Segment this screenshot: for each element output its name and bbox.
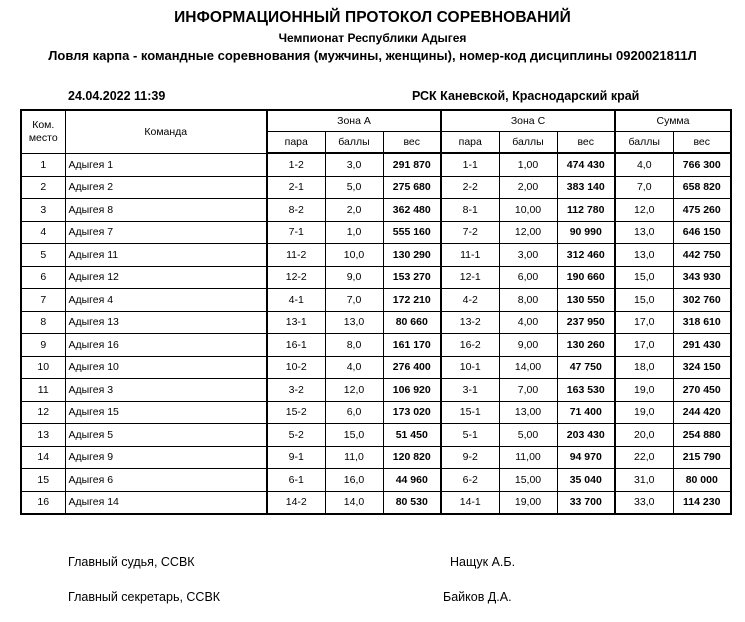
cell-team: Адыгея 2 [65, 176, 267, 199]
cell-c-weight: 35 040 [557, 469, 615, 492]
cell-a-pair: 5-2 [267, 424, 325, 447]
cell-place: 5 [21, 244, 65, 267]
table-row [21, 401, 731, 424]
cell-c-points: 12,00 [499, 221, 557, 244]
cell-c-pair: 13-2 [441, 311, 499, 334]
cell-place: 1 [21, 153, 65, 176]
cell-c-weight: 237 950 [557, 311, 615, 334]
cell-sum-points: 12,0 [615, 199, 673, 222]
cell-sum-points: 31,0 [615, 469, 673, 492]
cell-a-weight: 153 270 [383, 266, 441, 289]
cell-sum-points: 20,0 [615, 424, 673, 447]
cell-sum-weight: 318 610 [673, 311, 731, 334]
cell-c-points: 5,00 [499, 424, 557, 447]
cell-a-points: 11,0 [325, 446, 383, 469]
cell-sum-weight: 442 750 [673, 244, 731, 267]
cell-c-pair: 3-1 [441, 379, 499, 402]
cell-place: 8 [21, 311, 65, 334]
cell-team: Адыгея 1 [65, 153, 267, 176]
cell-team: Адыгея 10 [65, 356, 267, 379]
cell-c-pair: 12-1 [441, 266, 499, 289]
chief-judge-title: Главный судья, ССВК [68, 555, 195, 569]
cell-a-weight: 275 680 [383, 176, 441, 199]
cell-a-pair: 12-2 [267, 266, 325, 289]
cell-a-pair: 11-2 [267, 244, 325, 267]
header-place: Ком. место [21, 110, 65, 153]
header-a-points: баллы [325, 132, 383, 154]
cell-c-pair: 9-2 [441, 446, 499, 469]
cell-c-weight: 94 970 [557, 446, 615, 469]
cell-c-weight: 130 260 [557, 334, 615, 357]
header-c-weight: вес [557, 132, 615, 154]
cell-team: Адыгея 4 [65, 289, 267, 312]
cell-a-points: 4,0 [325, 356, 383, 379]
cell-sum-weight: 658 820 [673, 176, 731, 199]
table-row [21, 244, 731, 267]
cell-a-weight: 173 020 [383, 401, 441, 424]
cell-c-weight: 312 460 [557, 244, 615, 267]
cell-place: 16 [21, 491, 65, 514]
cell-a-weight: 80 660 [383, 311, 441, 334]
cell-a-weight: 51 450 [383, 424, 441, 447]
table-row [21, 446, 731, 469]
cell-c-weight: 130 550 [557, 289, 615, 312]
cell-a-points: 2,0 [325, 199, 383, 222]
cell-a-pair: 4-1 [267, 289, 325, 312]
cell-sum-points: 15,0 [615, 289, 673, 312]
cell-sum-weight: 80 000 [673, 469, 731, 492]
cell-a-pair: 14-2 [267, 491, 325, 514]
cell-sum-points: 17,0 [615, 311, 673, 334]
cell-a-points: 16,0 [325, 469, 383, 492]
chief-judge-name: Нащук А.Б. [450, 555, 516, 569]
cell-c-pair: 10-1 [441, 356, 499, 379]
chief-secretary-name: Байков Д.А. [443, 590, 512, 604]
cell-sum-points: 15,0 [615, 266, 673, 289]
cell-place: 13 [21, 424, 65, 447]
cell-a-weight: 80 530 [383, 491, 441, 514]
table-row [21, 469, 731, 492]
cell-a-points: 1,0 [325, 221, 383, 244]
venue: РСК Каневской, Краснодарский край [412, 89, 640, 103]
cell-c-weight: 90 990 [557, 221, 615, 244]
cell-sum-weight: 343 930 [673, 266, 731, 289]
cell-place: 2 [21, 176, 65, 199]
cell-place: 10 [21, 356, 65, 379]
cell-a-points: 9,0 [325, 266, 383, 289]
cell-a-points: 5,0 [325, 176, 383, 199]
cell-place: 12 [21, 401, 65, 424]
cell-sum-weight: 244 420 [673, 401, 731, 424]
cell-c-pair: 6-2 [441, 469, 499, 492]
cell-place: 9 [21, 334, 65, 357]
table-row [21, 424, 731, 447]
cell-sum-points: 33,0 [615, 491, 673, 514]
table-row [21, 221, 731, 244]
cell-c-weight: 47 750 [557, 356, 615, 379]
header-sum-points: баллы [615, 132, 673, 154]
cell-c-weight: 112 780 [557, 199, 615, 222]
table-row [21, 289, 731, 312]
cell-team: Адыгея 15 [65, 401, 267, 424]
cell-c-pair: 14-1 [441, 491, 499, 514]
cell-c-points: 9,00 [499, 334, 557, 357]
cell-sum-weight: 114 230 [673, 491, 731, 514]
cell-a-points: 13,0 [325, 311, 383, 334]
header-c-points: баллы [499, 132, 557, 154]
cell-team: Адыгея 12 [65, 266, 267, 289]
cell-sum-weight: 324 150 [673, 356, 731, 379]
cell-c-points: 6,00 [499, 266, 557, 289]
table-row [21, 379, 731, 402]
cell-a-points: 10,0 [325, 244, 383, 267]
cell-sum-weight: 302 760 [673, 289, 731, 312]
cell-a-weight: 130 290 [383, 244, 441, 267]
cell-a-points: 6,0 [325, 401, 383, 424]
cell-c-points: 13,00 [499, 401, 557, 424]
cell-sum-weight: 291 430 [673, 334, 731, 357]
cell-place: 15 [21, 469, 65, 492]
cell-team: Адыгея 3 [65, 379, 267, 402]
cell-c-weight: 71 400 [557, 401, 615, 424]
cell-c-weight: 163 530 [557, 379, 615, 402]
table-row [21, 176, 731, 199]
cell-a-pair: 3-2 [267, 379, 325, 402]
cell-a-pair: 6-1 [267, 469, 325, 492]
cell-sum-points: 22,0 [615, 446, 673, 469]
cell-c-points: 14,00 [499, 356, 557, 379]
cell-place: 6 [21, 266, 65, 289]
cell-a-weight: 161 170 [383, 334, 441, 357]
cell-c-points: 10,00 [499, 199, 557, 222]
header-sum-weight: вес [673, 132, 731, 154]
cell-c-pair: 16-2 [441, 334, 499, 357]
cell-a-pair: 16-1 [267, 334, 325, 357]
cell-sum-points: 19,0 [615, 401, 673, 424]
cell-sum-weight: 766 300 [673, 153, 731, 176]
header-c-pair: пара [441, 132, 499, 154]
header-team: Команда [65, 110, 267, 153]
table-row [21, 356, 731, 379]
cell-a-pair: 9-1 [267, 446, 325, 469]
cell-sum-points: 7,0 [615, 176, 673, 199]
results-table [20, 109, 732, 515]
cell-a-pair: 2-1 [267, 176, 325, 199]
cell-a-points: 15,0 [325, 424, 383, 447]
cell-a-pair: 7-1 [267, 221, 325, 244]
cell-a-weight: 120 820 [383, 446, 441, 469]
cell-c-weight: 474 430 [557, 153, 615, 176]
cell-a-pair: 15-2 [267, 401, 325, 424]
cell-sum-weight: 475 260 [673, 199, 731, 222]
cell-a-points: 14,0 [325, 491, 383, 514]
header-sum: Сумма [615, 110, 731, 132]
cell-team: Адыгея 11 [65, 244, 267, 267]
discipline-line: Ловля карпа - командные соревнования (мужчины, женщины), номер-код дисциплины 0920021811Л [48, 48, 697, 63]
cell-place: 14 [21, 446, 65, 469]
cell-a-weight: 172 210 [383, 289, 441, 312]
cell-a-weight: 276 400 [383, 356, 441, 379]
cell-a-weight: 362 480 [383, 199, 441, 222]
cell-sum-weight: 215 790 [673, 446, 731, 469]
cell-a-weight: 44 960 [383, 469, 441, 492]
cell-sum-points: 19,0 [615, 379, 673, 402]
cell-sum-points: 4,0 [615, 153, 673, 176]
cell-c-points: 2,00 [499, 176, 557, 199]
cell-sum-weight: 270 450 [673, 379, 731, 402]
cell-c-points: 11,00 [499, 446, 557, 469]
cell-sum-points: 18,0 [615, 356, 673, 379]
cell-place: 3 [21, 199, 65, 222]
cell-c-points: 7,00 [499, 379, 557, 402]
table-row [21, 334, 731, 357]
table-row [21, 311, 731, 334]
cell-c-weight: 203 430 [557, 424, 615, 447]
cell-c-pair: 2-2 [441, 176, 499, 199]
cell-c-pair: 7-2 [441, 221, 499, 244]
cell-c-points: 3,00 [499, 244, 557, 267]
cell-sum-points: 17,0 [615, 334, 673, 357]
cell-a-points: 12,0 [325, 379, 383, 402]
cell-c-weight: 33 700 [557, 491, 615, 514]
cell-place: 7 [21, 289, 65, 312]
table-row [21, 491, 731, 514]
cell-c-weight: 383 140 [557, 176, 615, 199]
table-row [21, 266, 731, 289]
header-a-weight: вес [383, 132, 441, 154]
cell-c-pair: 4-2 [441, 289, 499, 312]
cell-sum-points: 13,0 [615, 244, 673, 267]
header-a-pair: пара [267, 132, 325, 154]
cell-a-pair: 10-2 [267, 356, 325, 379]
cell-a-points: 7,0 [325, 289, 383, 312]
cell-c-points: 19,00 [499, 491, 557, 514]
cell-c-points: 4,00 [499, 311, 557, 334]
cell-a-points: 3,0 [325, 153, 383, 176]
cell-team: Адыгея 13 [65, 311, 267, 334]
cell-a-weight: 555 160 [383, 221, 441, 244]
cell-team: Адыгея 5 [65, 424, 267, 447]
header-zone-a: Зона А [267, 110, 441, 132]
document-title: ИНФОРМАЦИОННЫЙ ПРОТОКОЛ СОРЕВНОВАНИЙ [174, 9, 571, 26]
cell-a-pair: 1-2 [267, 153, 325, 176]
cell-place: 4 [21, 221, 65, 244]
cell-a-pair: 8-2 [267, 199, 325, 222]
cell-c-pair: 8-1 [441, 199, 499, 222]
cell-team: Адыгея 8 [65, 199, 267, 222]
chief-secretary-title: Главный секретарь, ССВК [68, 590, 221, 604]
cell-c-points: 8,00 [499, 289, 557, 312]
cell-a-points: 8,0 [325, 334, 383, 357]
cell-team: Адыгея 9 [65, 446, 267, 469]
cell-sum-points: 13,0 [615, 221, 673, 244]
table-row [21, 153, 731, 176]
header-zone-c: Зона С [441, 110, 615, 132]
cell-team: Адыгея 14 [65, 491, 267, 514]
cell-c-pair: 15-1 [441, 401, 499, 424]
cell-a-pair: 13-1 [267, 311, 325, 334]
cell-c-pair: 1-1 [441, 153, 499, 176]
cell-a-weight: 291 870 [383, 153, 441, 176]
cell-c-points: 1,00 [499, 153, 557, 176]
cell-c-pair: 11-1 [441, 244, 499, 267]
protocol-date: 24.04.2022 11:39 [68, 89, 166, 103]
cell-c-weight: 190 660 [557, 266, 615, 289]
cell-sum-weight: 646 150 [673, 221, 731, 244]
cell-team: Адыгея 6 [65, 469, 267, 492]
championship-subtitle: Чемпионат Республики Адыгея [278, 31, 467, 45]
cell-a-weight: 106 920 [383, 379, 441, 402]
cell-c-points: 15,00 [499, 469, 557, 492]
cell-place: 11 [21, 379, 65, 402]
cell-c-pair: 5-1 [441, 424, 499, 447]
table-row [21, 199, 731, 222]
cell-team: Адыгея 16 [65, 334, 267, 357]
cell-sum-weight: 254 880 [673, 424, 731, 447]
cell-team: Адыгея 7 [65, 221, 267, 244]
